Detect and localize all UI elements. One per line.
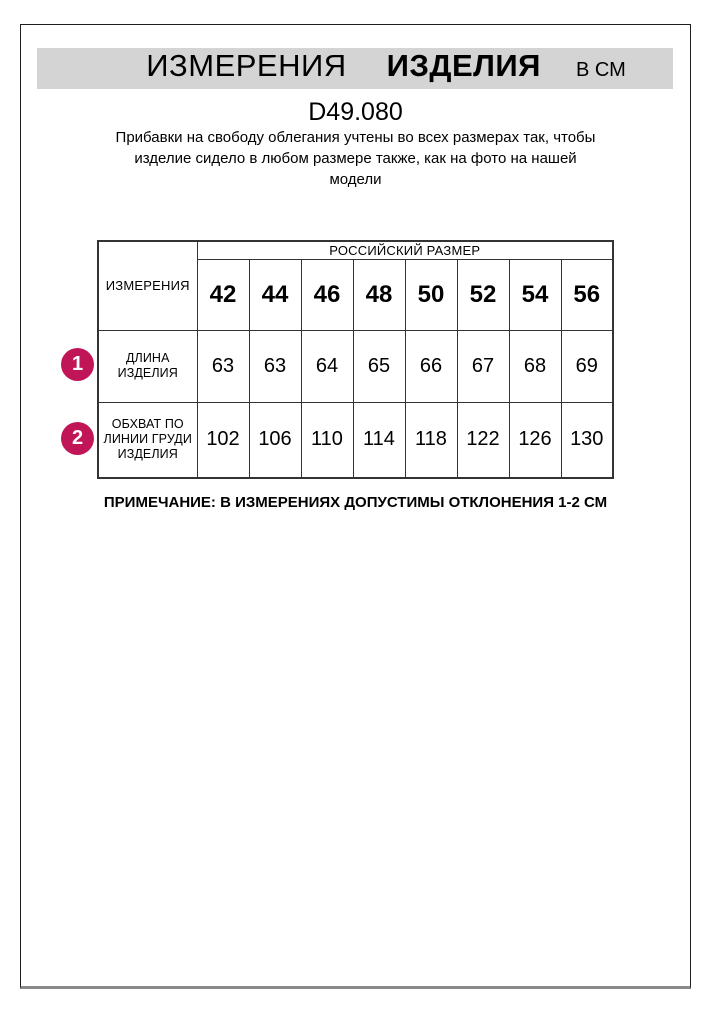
size-cell: 54 (509, 259, 561, 330)
value-cell: 118 (405, 402, 457, 478)
row-marker-2-number: 2 (71, 427, 84, 449)
size-cell: 44 (249, 259, 301, 330)
table-row-length (98, 330, 613, 402)
intro-line: Прибавки на свободу облегания учтены во всех размерах так, чтобы (115, 129, 596, 146)
value-cell: 106 (249, 402, 301, 478)
size-table (97, 240, 614, 479)
value-cell: 64 (301, 330, 353, 402)
row-label: ДЛИНА ИЗДЕЛИЯ (98, 330, 197, 402)
value-cell: 110 (301, 402, 353, 478)
size-cell: 48 (353, 259, 405, 330)
intro-paragraph (76, 127, 636, 190)
size-cell: 56 (561, 259, 613, 330)
size-group-header-cell: РОССИЙСКИЙ РАЗМЕР (197, 241, 613, 259)
size-cell: 46 (301, 259, 353, 330)
size-cell: 52 (457, 259, 509, 330)
row-marker-2 (61, 422, 94, 455)
value-cell: 67 (457, 330, 509, 402)
intro-line: изделие сидело в любом размере также, как на фото на нашей (134, 150, 577, 167)
size-cell: 50 (405, 259, 457, 330)
value-cell: 126 (509, 402, 561, 478)
intro-line: модели (329, 171, 382, 188)
value-cell: 66 (405, 330, 457, 402)
value-cell: 69 (561, 330, 613, 402)
article-code: D49.080 (308, 98, 403, 126)
note-text: ПРИМЕЧАНИЕ: В ИЗМЕРЕНИЯХ ДОПУСТИМЫ ОТКЛОНЕНИЯ 1-2 СМ (103, 494, 608, 511)
row-marker-1-number: 1 (71, 353, 84, 375)
row-label: ОБХВАТ ПО ЛИНИИ ГРУДИ ИЗДЕЛИЯ (98, 402, 197, 478)
value-cell: 122 (457, 402, 509, 478)
size-cell: 42 (197, 259, 249, 330)
row-marker-1 (61, 348, 94, 381)
value-cell: 102 (197, 402, 249, 478)
value-cell: 65 (353, 330, 405, 402)
value-cell: 63 (249, 330, 301, 402)
page-title: ИЗМЕРЕНИЯ (146, 48, 347, 83)
page-title-emphasis: ИЗДЕЛИЯ (386, 48, 541, 83)
table-row (98, 241, 613, 259)
value-cell: 114 (353, 402, 405, 478)
value-cell: 63 (197, 330, 249, 402)
measurements-header-cell: ИЗМЕРЕНИЯ (98, 241, 197, 330)
table-row-chest (98, 402, 613, 478)
units-label: В СМ (575, 59, 626, 81)
value-cell: 130 (561, 402, 613, 478)
document-page (20, 24, 691, 989)
value-cell: 68 (509, 330, 561, 402)
title-bar (37, 48, 673, 89)
